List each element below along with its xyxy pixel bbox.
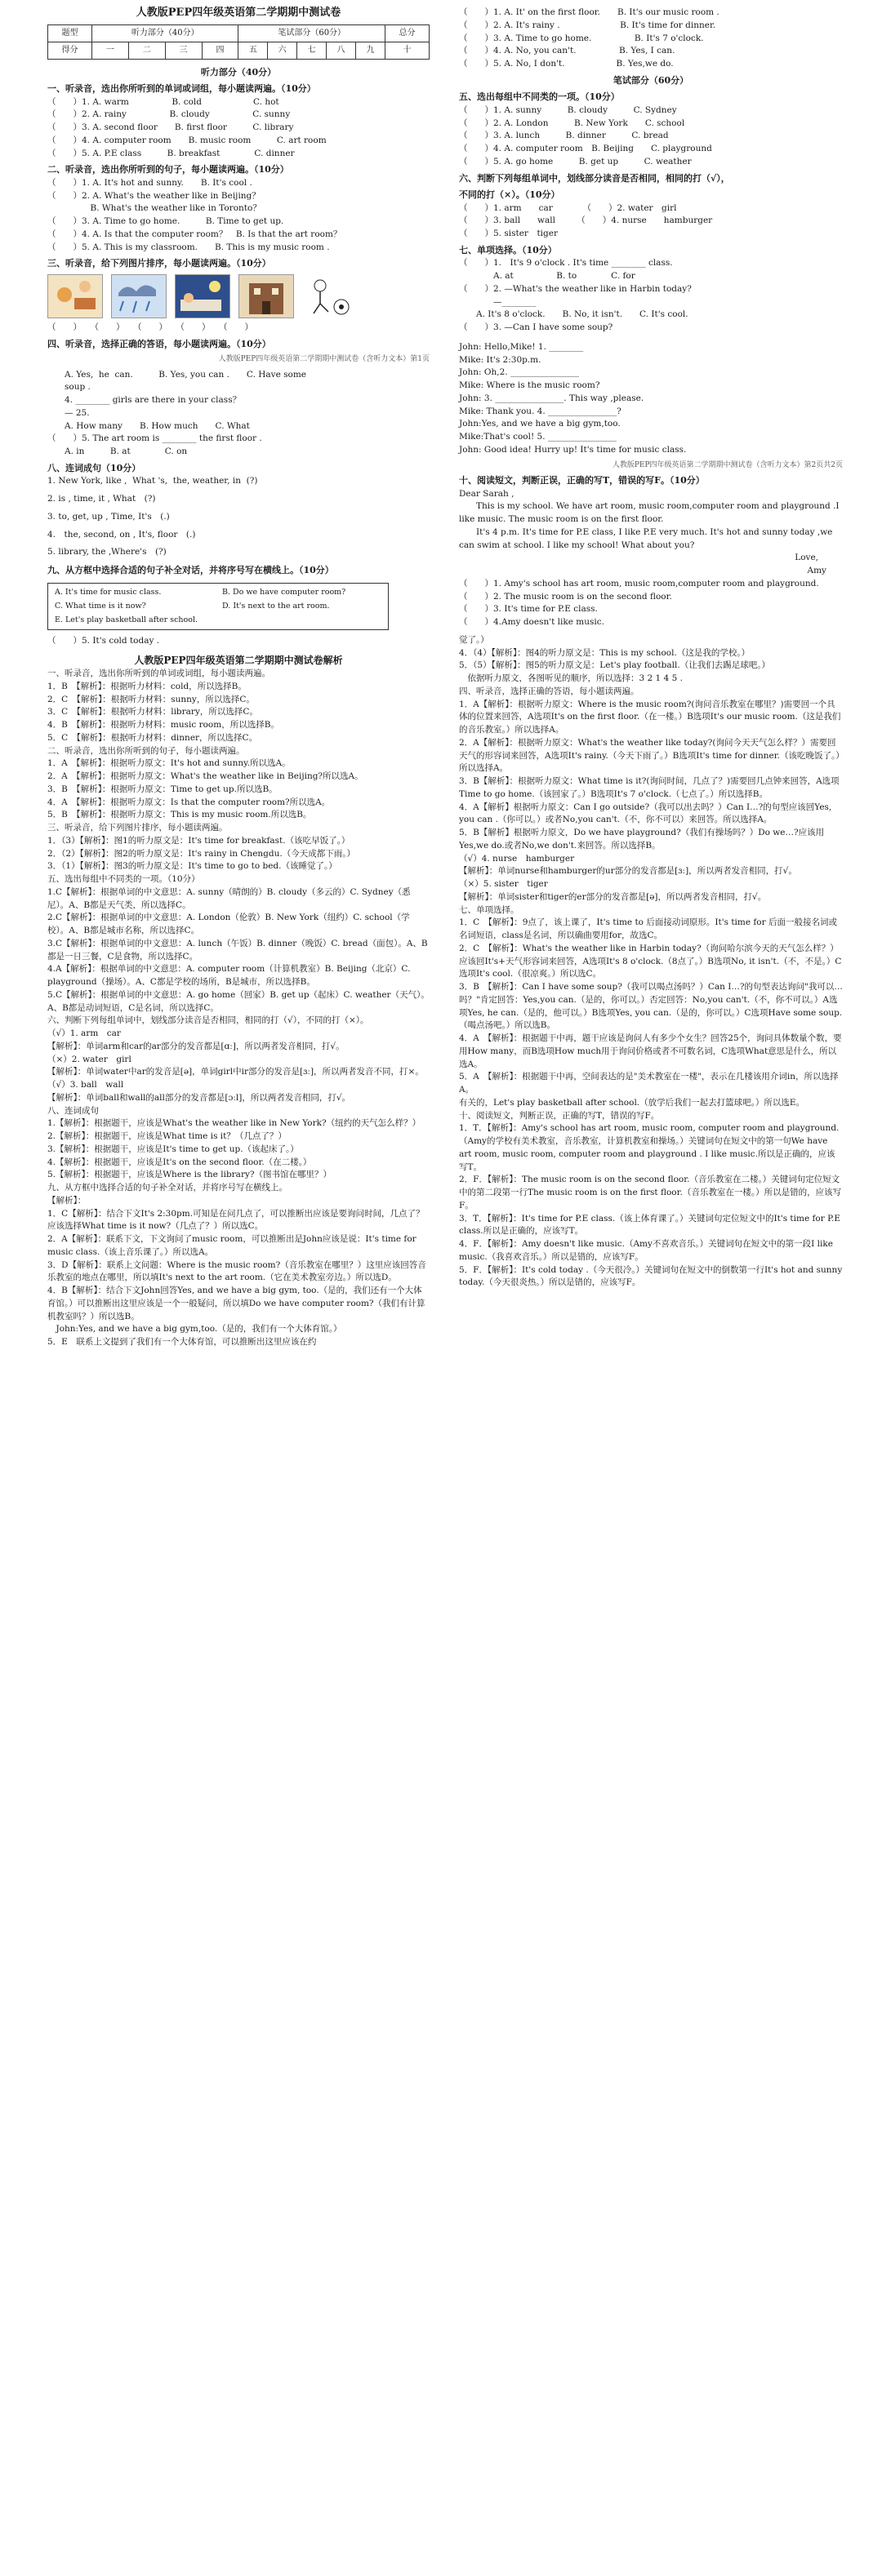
text-line: — 25.: [47, 407, 90, 418]
picture-row: [47, 274, 430, 318]
text-line: 4．A 【解析】：根据题干中再，题干应该是询问人有多少个女生？回答25个，询问具体数量个数，要用How many，而B选项How much用于询问价格或者不可数名词，C选项What意思是什么，所以选A。: [459, 1033, 842, 1069]
letter-closing: Love,: [795, 553, 818, 563]
letter-signature: Amy: [807, 566, 826, 575]
text-line: 1.C【解析】：根据单词的中文意思：A. sunny（晴朗的）B. cloudy（多云的）C. Sydney（悉尼）。A、B都是天气类，所以选择C。: [47, 886, 411, 910]
breakfast-picture: [47, 274, 103, 318]
s5-list: [459, 104, 843, 169]
score-cell: 二: [128, 42, 165, 59]
text-line: 4．A 【解析】：根据听力原文：Is that the computer room?所以选A。: [47, 797, 331, 807]
football-picture: [302, 274, 356, 317]
text-line: 4.【解析】：根据题干，应该是It's on the second floor.（在二楼。）: [47, 1157, 312, 1167]
text-line: 八、连词成句: [47, 1105, 99, 1116]
text-line: （ ）2. A. London B. New York C. school: [459, 118, 685, 128]
text-line: 2.【解析】：根据题干，应该是What time is it？（几点了？）: [47, 1131, 287, 1141]
text-line: 【解析】：单词ball和wall的all部分的发音都是[ɔːl]，所以两者发音相同，打√。: [47, 1092, 351, 1103]
text-line: 5．B【解析】根据听力原文，Do we have playground?（我们有操场吗？）Do we…?应该用Yes,we do.或者No,we don't.来回答。所以选择B。: [459, 828, 825, 851]
text-line: （ ）5. A. This is my classroom. B. This is my music room .: [47, 242, 330, 252]
score-cell: 七: [297, 42, 327, 59]
text-line: 【解析】：单词nurse和hamburger的ur部分的发音都是[ɜː]，所以两者发音相同，打√。: [459, 866, 797, 877]
text-line: 1．C【解析】：结合下文It's 2:30pm.可知是在问几点了，可以推断出应该是要询问时间，几点了？应该选择What time is it now?（几点了？）所以选C。: [47, 1208, 425, 1232]
text-line: John:Yes, and we have a big gym,too.（是的，我们有一个大体育馆。）: [47, 1324, 342, 1335]
text-line: （ ）1. A. warm B. cold C. hot: [47, 96, 279, 107]
section-title: 二、听录音，选出你所听到的句子，每小题读两遍。（10分）: [47, 164, 289, 175]
text-line: A. It's 8 o'clock. B. No, it isn't. C. It's cool.: [459, 309, 688, 320]
score-cell: 题型: [48, 24, 92, 42]
text-line: 二、听录音，选出你所听到的句子，每小题读两遍。: [47, 745, 245, 756]
text-line: 5．C 【解析】：根据听力材料：dinner，所以选择C。: [47, 732, 258, 743]
text-line: （ ）4. A. Is that the computer room？ B. Is that the art room？: [47, 229, 342, 239]
text-line: 5. library, the ,Where's (?): [47, 547, 167, 557]
text-line: Mike:That's cool! 5. ________________: [459, 432, 617, 442]
listening-header: 听力部分（40分）: [200, 66, 277, 78]
letter-paragraph: It's 4 p.m. It's time for P.E class, I like P.E very much. It's hot and sunny today ,we can swim at school. I like my school! What about you?: [459, 526, 833, 550]
text-line: （ ）1. A. It's hot and sunny. B. It's cool .: [47, 177, 252, 188]
score-cell: 一: [92, 42, 129, 59]
text-line: 十、阅读短文，判断正误，正确的写T，错误的写F。: [459, 1110, 660, 1121]
text-line: 2．A【解析】：联系下文，下文询问了music room，可以推断出是John应该是说：It's time for music class.（该上音乐课了。）所以选A。: [47, 1234, 420, 1257]
text-line: 依据听力原文，各图听见的顺序，所以选择：3 2 1 4 5 .: [459, 673, 683, 683]
text-line: John: 3. ________________. This way ,please.: [459, 393, 644, 403]
text-line: —________: [459, 296, 537, 307]
text-line: 5．E 联系上文提到了我们有一个大体育馆，可以推断出这里应该在约: [47, 1337, 317, 1347]
text-line: （ ）3. A. Time to go home. B. Time to get up.: [47, 216, 284, 226]
text-line: （√）1. arm car: [47, 1028, 121, 1038]
text-line: C. What time is it now?: [55, 601, 146, 611]
text-line: 1．A 【解析】：根据听力原文：It's hot and sunny.所以选A。: [47, 758, 291, 769]
section-title: 九、从方框中选择合适的句子补全对话，并将序号写在横线上。（10分）: [47, 565, 334, 575]
letter-greeting: Dear Sarah ,: [459, 488, 514, 499]
text-line: 2．A【解析】：根据听力原文：What's the weather like today?(询问今天天气怎么样？）需要回天气的形容词来回答，A选项It's rainy.（今天下雨了。）B选项It's time for dinner.（该吃晚饭了。）所以选择A。: [459, 737, 840, 774]
text-line: 5．（5）【解析】：图5的听力原文是：Let's play football.（让我们去踢足球吧。）: [459, 660, 770, 671]
score-cell: 笔试部分（60分）: [238, 24, 385, 42]
text-line: 2．A 【解析】：根据听力原文：What's the weather like in Beijing?所以选A。: [47, 771, 363, 781]
text-line: 3．（1）【解析】：图3的听力原文是：It's time to go to bed.（该睡觉了。）: [47, 861, 337, 872]
bedtime-picture: [175, 274, 230, 318]
text-line: 【解析】：单词water中ar的发音是[ə]，单词girl中ir部分的发音是[ɜː]，所以两者发音不同，打×。: [47, 1067, 424, 1077]
text-line: 4．F．【解析】：Amy doesn't like music.（Amy不喜欢音乐。）关键词句在短文中的第一段I like music.（我喜欢音乐。）所以是错的，应该写F。: [459, 1239, 836, 1262]
section-title: 八、连词成句（10分）: [47, 462, 141, 473]
text-line: 觉了。）: [459, 634, 489, 645]
text-line: 【解析】：单词sister和tiger的er部分的发音都是[ə]，所以两者发音相同，打√。: [459, 891, 767, 902]
text-line: 3．B 【解析】：根据听力原文：Time to get up.所以选B。: [47, 784, 278, 794]
text-line: （ ）5. A. go home B. get up C. weather: [459, 156, 692, 167]
text-line: 1．C 【解析】：9点了，该上课了，It's time to 后面接动词原形。It's time for 后面一般接名词或名词短语，class是名词，所以确曲要用for，故选C。: [459, 917, 837, 940]
text-line: （ ）4. A. computer room B. music room C. art room: [47, 135, 327, 145]
text-line: E. Let's play basketball after school.: [55, 615, 198, 624]
s4-list: [47, 369, 430, 459]
text-line: 3．D【解析】：联系上文问题：Where is the music room?（音乐教室在哪里？）这里应该回答音乐教室的地点在哪里，所以填It's next to the art room.（它在美术教室旁边。）所以选D。: [47, 1259, 426, 1283]
text-line: （×）2. water girl: [47, 1054, 131, 1064]
text-line: 3．T．【解析】：It's time for P.E class.（该上体育课了。）关键词句定位短文中的It's time for P.E class.所以是正确的，应该写T。: [459, 1213, 844, 1237]
text-line: 3．B 【解析】：Can I have some soup?（我可以喝点汤吗？）Can I…?的句型表达询问"我可以…吗？"肯定回答：Yes,you can.（是的，你可以。）否定回答：No,you can't.（不，你不可以。）A选项Yes, he can.（是的，他可以。）B选项Yes, you can.（是的，你可以。）C选项Have some soup.（喝点汤吧。）所以选B。: [459, 982, 843, 1031]
text-line: 1．（3）【解析】：图1的听力原文是：It's time for breakfast.（该吃早饭了。）: [47, 835, 350, 846]
text-line: （ ）1. Amy's school has art room, music room,computer room and playground.: [459, 578, 819, 588]
page-footer: 人教版PEP四年级英语第二学期期中测试卷（含听力文本）第1页: [218, 355, 430, 363]
section-title: 一、听录音，选出你所听到的单词或词组，每小题读两遍。（10分）: [47, 83, 316, 94]
text-line: （ ）1. A. It' on the first floor. B. It's our music room .: [459, 7, 719, 17]
section-title: 十、阅读短文，判断正误，正确的写T，错误的写F。（10分）: [459, 475, 705, 486]
text-line: John: Good idea! Hurry up! It's time for music class.: [459, 444, 687, 455]
text-line: 2.C【解析】：根据单词的中文意思：A. London（伦敦）B. New York（纽约）C. school（学校）。A、B都是城市名称，所以选择C。: [47, 913, 410, 935]
text-line: 5．A 【解析】：根据题干中再，空间表达的是"美术教室在一楼"，表示在几楼该用介词in，所以选择A。: [459, 1072, 839, 1095]
text-line: 一、听录音，选出你所听到的单词或词组，每小题读两遍。: [47, 668, 270, 678]
text-line: 1. New York, like , What 's, the, weather, in (?): [47, 476, 258, 486]
score-cell: 八: [327, 42, 356, 59]
text-line: 4．B【解析】：结合下文John回答Yes, and we have a big gym, too.（是的，我们还有一个大体育馆。）可以推断出这里应该是一个一般疑问，所以填Do we have computer room?（我们有计算机教室吗？）所以选B。: [47, 1286, 425, 1321]
text-line: A. How many B. How much C. What: [47, 420, 250, 431]
text-line: 有关的，Let's play basketball after school.（放学后我们一起去打篮球吧。）所以选E。: [459, 1097, 805, 1108]
section-title: 六、判断下列每组单词中，划线部分读音是否相同，相同的打（√），: [459, 172, 730, 184]
text-line: 5.C【解析】：根据单词的中文意思：A. go home（回家）B. get up（起床）C. weather（天气）。A、B都是动词短语，C是名词，所以选择C。: [47, 989, 430, 1013]
score-cell: 九: [355, 42, 385, 59]
score-cell: 六: [268, 42, 297, 59]
text-line: （ ）5. A. No, I don't. B. Yes,we do.: [459, 59, 674, 69]
text-line: （ ）1. It's 9 o'clock . It's time ________ class.: [459, 258, 673, 269]
text-line: 4．（4）【解析】：图4的听力原文是：This is my school.（这是我的学校。）: [459, 647, 751, 658]
text-line: 4. ________ girls are there in your class？: [47, 395, 242, 405]
page-footer: 人教版PEP四年级英语第二学期期中测试卷（含听力文本）第2页共2页: [612, 460, 843, 469]
text-line: A. in B. at C. on: [47, 446, 188, 456]
text-line: （ ）3. —Can I have some soup?: [459, 322, 613, 332]
score-cell: 五: [238, 42, 268, 59]
text-line: （ ）5. sister tiger: [459, 229, 558, 238]
text-line: 【解析】：单词arm和car的ar部分的发音都是[ɑː]，所以两者发音相同，打√。: [47, 1041, 345, 1051]
text-line: （ ）4.Amy doesn't like music.: [459, 617, 604, 627]
text-line: Mike: It's 2:30p.m.: [459, 354, 541, 365]
text-line: 三、听录音，给下列图片排序，每小题读两遍。: [47, 823, 228, 833]
text-line: （ ）2. A. What's the weather like in Beijing？: [47, 190, 261, 201]
picture-order-blanks: （ ） （ ） （ ） （ ） （ ）: [47, 322, 253, 332]
s7-list: [459, 257, 843, 335]
text-line: Mike: Where is the music room?: [459, 380, 600, 390]
text-line: 九、从方框中选择合适的句子补全对话，并将序号写在横线上。: [47, 1183, 287, 1193]
text-line: 2．（2）【解析】：图2的听力原文是：It's rainy in Chengdu.（今天成都下雨。）: [47, 848, 355, 859]
text-line: John:Yes, and we have a big gym,too.: [459, 419, 621, 429]
school-picture: [238, 274, 294, 318]
text-line: （ ）3. ball wall （ ）4. nurse hamburger: [459, 215, 713, 226]
text-line: B. What's the weather like in Toronto？: [47, 203, 261, 214]
text-line: 3.【解析】：根据题干，应该是It's time to get up.（该起床了。）: [47, 1144, 299, 1154]
section-title: 三、听录音，给下列图片排序，每小题读两遍。（10分）: [47, 258, 271, 269]
right-column: [459, 0, 843, 1290]
text-line: 1.【解析】：根据题干，应该是What's the weather like in New York?（纽约的天气怎么样？）: [47, 1118, 421, 1129]
s1-list: [47, 96, 430, 161]
section-title: 五、选出每组中不同类的一项。（10分）: [459, 91, 620, 103]
score-cell: 三: [165, 42, 202, 59]
text-line: （ ）5. A. P.E class B. breakfast C. dinner: [47, 148, 295, 158]
text-line: 1．B 【解析】：根据听力材料：cold，所以选择B。: [47, 681, 247, 691]
text-line: A. Yes, he can. B. Yes, you can . C. Have some: [47, 369, 307, 380]
text-line: （√）4. nurse hamburger: [459, 853, 575, 864]
rainy-picture: [111, 274, 167, 318]
text-line: 2．C 【解析】：What's the weather like in Harbin today?（询问哈尔滨今天的天气怎么样？）应该回It's+天气形容词来回答，A选项It's 8 o'clock.（8点了。）B选项No, it isn't.（不，不是。）C选项It's cool.（很凉爽。）所以选C。: [459, 943, 842, 979]
text-line: 5.【解析】：根据题干，应该是Where is the library?（图书馆在哪里？）: [47, 1170, 332, 1180]
text-line: （ ）3. It's time for P.E class.: [459, 604, 598, 615]
score-cell: 听力部分（40分）: [92, 24, 238, 42]
text-line: 4．A【解析】根据听力原文：Can I go outside?（我可以出去吗？）Can I…?的句型应该回Yes, you can .（你可以。）或者No,you can't.（不，你不可以）来回答。所以选择A。: [459, 802, 835, 825]
text-line: 4. the, second, on , It's, floor (.): [47, 529, 196, 540]
dialogue: [459, 341, 843, 457]
text-line: （×）5. sister tiger: [459, 879, 548, 889]
s8-list: [47, 475, 430, 559]
text-line: 4．B 【解析】：根据听力材料：music room，所以选择B。: [47, 720, 279, 730]
text-line: A. at B. to C. for: [459, 271, 635, 281]
score-cell: 总分: [385, 24, 429, 42]
text-line: （ ）2. A. rainy B. cloudy C. sunny: [47, 109, 291, 120]
options-box: [47, 583, 389, 631]
text-line: John: Hello,Mike! 1. ________: [459, 341, 584, 352]
reading-letter: [459, 488, 843, 578]
text-line: D. It's next to the art room.: [222, 601, 330, 611]
text-line: 4.A【解析】：根据单词的中文意思：A. computer room（计算机教室）B. Beijing（北京）C. playground（操场）。A、C都是学校的场所，B是城市，所以选择B。: [47, 964, 413, 987]
text-line: 1．A【解析】：根据听力原文：Where is the music room?(询问音乐教室在哪里？)需要回一个具体的位置来回答，A选项It's on the first floor.（在一楼。）B选项It's our music room.（这是我们的音乐教室。）所以选择A。: [459, 699, 841, 735]
text-line: 3．C 【解析】：根据听力材料：library，所以选择C。: [47, 707, 258, 717]
section-title-cont: 不同的打（×）。（10分）: [459, 189, 560, 200]
question-line: （ ）5. It's cold today .: [47, 636, 160, 646]
text-line: 2．C 【解析】：根据听力材料：sunny，所以选择C。: [47, 694, 255, 704]
right-answers: [459, 634, 843, 1290]
text-line: 3. to, get, up , Time, It's (.): [47, 511, 170, 522]
text-line: （ ）1. arm car （ ）2. water girl: [459, 202, 677, 213]
text-line: （√）3. ball wall: [47, 1080, 124, 1090]
text-line: A. It's time for music class.: [55, 587, 162, 597]
text-line: 四、听录音，选择正确的答语，每小题读两遍。: [459, 686, 639, 696]
written-header: 笔试部分（60分）: [612, 74, 689, 86]
text-line: 2. is , time, it , What (?): [47, 494, 156, 504]
text-line: 七、单项选择。: [459, 904, 519, 915]
left-column: [47, 0, 430, 1349]
answer-title: 人教版PEP四年级英语第二学期期中测试卷解析: [134, 655, 343, 666]
score-cell: 四: [202, 42, 238, 59]
text-line: 3．B【解析】：根据听力原文：What time is it?(询问时间，几点了？)需要回几点钟来回答，A选项Time to go home.（该回家了。）B选项It's 7 o'clock.（七点了。）所以选择B。: [459, 776, 840, 799]
score-table: [47, 24, 430, 60]
letter-paragraph: This is my school. We have art room, music room,computer room and playground .I like music. The music room is on the first floor.: [459, 501, 840, 524]
text-line: （ ）2. The music room is on the second floor.: [459, 591, 672, 602]
s10-list: [459, 578, 843, 629]
text-line: Mike: Thank you. 4. ________________?: [459, 406, 621, 416]
score-cell: 十: [385, 42, 429, 59]
text-line: （ ）5. The art room is ________ the first floor .: [47, 433, 262, 444]
text-line: 1．T．【解析】：Amy's school has art room, music room, computer room and playground.（Amy的学校有美术教室，音乐教室，计算机教室和操场。）关键词句在短文中的第一句We have art room, music room, computer room and playground . I like music.所以是正确的，应该写T。: [459, 1123, 840, 1172]
left-answers: [47, 668, 430, 1349]
s2-list: [47, 177, 430, 255]
text-line: 5．B 【解析】：根据听力原文：This is my music room.所以选B。: [47, 810, 312, 820]
section-title: 四、听录音，选择正确的答语，每小题读两遍。（10分）: [47, 338, 271, 349]
text-line: 六、判断下列每组单词中，划线部分读音是否相同，相同的打（√），不同的打（×）。: [47, 1015, 369, 1026]
score-cell: 得分: [48, 42, 92, 59]
text-line: （ ）1. A. sunny B. cloudy C. Sydney: [459, 104, 677, 115]
s6-list: [459, 202, 843, 241]
text-line: B. Do we have computer room?: [222, 587, 346, 597]
text-line: （ ）2. A. It's rainy . B. It's time for dinner.: [459, 20, 716, 30]
text-line: soup .: [47, 382, 91, 393]
text-line: John: Oh,2. ________________: [459, 367, 579, 378]
text-line: （ ）3. A. second floor B. first floor C. library: [47, 122, 294, 132]
text-line: （ ）4. A. computer room B. Beijing C. playground: [459, 144, 712, 153]
r-s2-list: [459, 7, 843, 71]
exam-title: 人教版PEP四年级英语第二学期期中测试卷: [136, 7, 341, 19]
text-line: （ ）4. A. No, you can't. B. Yes, I can.: [459, 46, 675, 56]
text-line: 五、选出每组中不同类的一项。（10分）: [47, 874, 200, 884]
section-title: 七、单项选择。（10分）: [459, 244, 557, 255]
text-line: （ ）3. A. lunch B. dinner C. bread: [459, 131, 669, 141]
text-line: 【解析】：: [47, 1195, 87, 1206]
text-line: （ ）3. A. Time to go home. B. It's 7 o'clock.: [459, 33, 704, 43]
text-line: （ ）2. —What's the weather like in Harbin today?: [459, 283, 692, 294]
text-line: 3.C【解析】：根据单词的中文意思：A. lunch（午饭）B. dinner（晚饭）C. bread（面包）。A、B都是一日三餐，C是食物，所以选择C。: [47, 938, 428, 962]
text-line: 2．F．【解析】：The music room is on the second floor.（音乐教室在二楼。）关键词句定位短文中的第二段第一行The music room is on the first floor.（音乐教室在一楼。）所以是错的，应该写F。: [459, 1175, 842, 1210]
text-line: 5．F．【解析】：It's cold today .（今天很冷。）关键词句在短文中的倒数第一行It's hot and sunny today.（今天很炎热。）所以是错的，应该写F。: [459, 1264, 845, 1288]
